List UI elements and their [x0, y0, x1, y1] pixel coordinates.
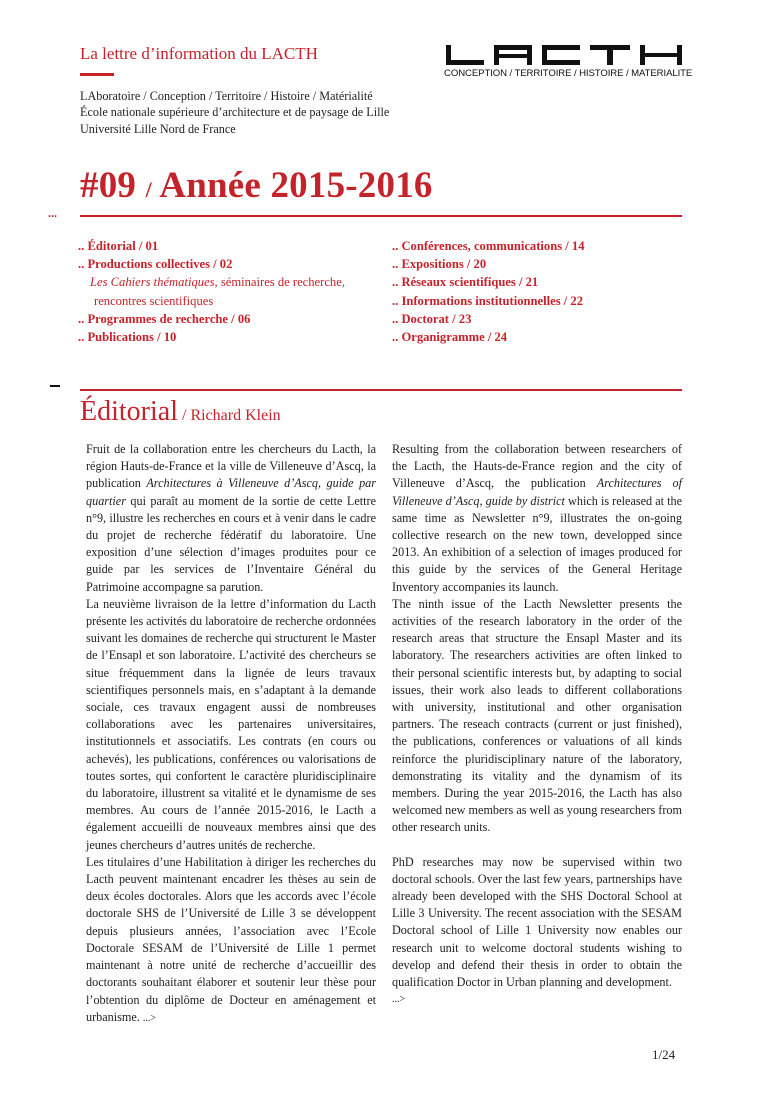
kicker-underline	[80, 73, 114, 76]
continue-link[interactable]: ...>	[142, 1012, 157, 1024]
section-rule	[80, 389, 682, 391]
toc-subitem-rest: , séminaires de recherche,	[214, 275, 345, 290]
paragraph	[392, 441, 682, 596]
toc-item-reseaux[interactable]: .. Réseaux scientifiques / 21	[392, 275, 539, 290]
text-run: Resulting from the collaboration between researchers of the Lacth, the Hauts-de-France region and the city of Villeneuve d’Ascq, the publication	[392, 442, 682, 491]
toc-item-conferences[interactable]: .. Conférences, communications / 14	[392, 239, 585, 253]
toc-subitem-cahiers	[78, 273, 388, 291]
editorial-separator: /	[181, 407, 187, 424]
issue-title	[80, 164, 433, 207]
editorial-column-french	[86, 441, 376, 1027]
toc-item-editorial[interactable]: .. Éditorial / 01	[78, 239, 159, 253]
publication-title: Architectures of Villeneuve d’Ascq, guide by district	[392, 476, 682, 508]
issue-number: #09	[80, 165, 137, 206]
text-run: which is released at the same time as Newsletter n°9, illustrates the on-going collective research on the new town, developped since 2013. An exhibition of a selection of images produced for this guide by the services of the General Heritage Inventory accompanies its launch.	[392, 493, 682, 594]
text-run: Les titulaires d’une Habilitation à diriger les recherches du Lacth peuvent maintenant encadrer les thèses au sein de deux écoles doctorales. Alors que les accords avec l’école doctorale SHS de l’Université de Lille 3 se développent depuis plusieurs années, l’association avec l’Ecole Doctorale SESAM de l’Université de Lille 1 permet maintenant à notre unité de recherche d’accueillir des doctorants souhaitant élaborer et soutenir leur thèse pour l’obtention du diplôme de Docteur en aménagement et urbanisme.	[86, 854, 376, 1024]
lab-line: LAboratoire / Conception / Territoire / Histoire / Matérialité	[80, 89, 373, 103]
continue-link[interactable]: ...>	[392, 994, 406, 1006]
toc-item-organigramme[interactable]: .. Organigramme / 24	[392, 330, 508, 345]
paragraph-gap	[392, 837, 682, 854]
toc-item-informations[interactable]: .. Informations institutionnelles / 22	[392, 293, 584, 308]
logo-tagline: CONCEPTION / TERRITOIRE / HISTOIRE / MATERIALITE	[444, 68, 693, 79]
toc-right-column	[392, 237, 682, 346]
text-run: qui paraît au moment de la sortie de cette Lettre n°9, illustre les recherches en cours et à venir dans le cadre du projet de recherche fédératif du laboratoire. Une exposition d’une sélection d’images produites pour ce guide par les services de l’Inventaire Général du Patrimoine accompagne sa parution.	[86, 493, 376, 594]
paragraph: La neuvième livraison de la lettre d’information du Lacth présente les activités du laboratoire de recherche ordonnées suivant les domaines de recherche qui structurent le Master de l’Ensapl et son laboratoire. L’activité des chercheurs se situe fréquemment dans la lignée de leurs travaux scientifiques personnels mais, en s’adaptant à la demande sociale, ces travaux engagent aussi de nombreuses collaborations avec les partenaires universitaires, institutionnels et associatifs. Les contrats (en cours ou achevés), les publications, conférences ou valorisations de toutes sortes, qui confortent le caractère pluridisciplinaire du laboratoire, illustrent sa vitalité et le dynamisme de ses membres. Au cours de l’année 2015-2016, le Lacth a également accueilli de nouveaux membres ainsi que des jeunes chercheurs d’autres unités de recherche.	[86, 596, 376, 852]
newsletter-kicker: La lettre d’information du LACTH	[80, 44, 318, 63]
toc-left-column	[78, 237, 388, 346]
lab-affiliation	[80, 88, 389, 137]
toc-item-expositions[interactable]: .. Expositions / 20	[392, 257, 487, 272]
margin-dots: ...	[48, 206, 57, 220]
lacth-logo-mark	[444, 44, 684, 66]
lab-line: Université Lille Nord de France	[80, 121, 236, 136]
toc-item-publications[interactable]: .. Publications / 10	[78, 330, 177, 345]
lacth-logo	[444, 44, 693, 79]
paragraph	[86, 854, 376, 1027]
margin-dash	[50, 385, 60, 387]
issue-separator: /	[145, 177, 152, 202]
title-rule	[80, 215, 682, 217]
paragraph	[86, 441, 376, 596]
editorial-title: Éditorial	[80, 396, 178, 427]
publication-title: Architectures à Villeneuve d’Ascq, guide par quartier	[86, 476, 377, 508]
editorial-heading	[80, 396, 281, 428]
toc-item-programmes[interactable]: .. Programmes de recherche / 06	[78, 311, 251, 326]
text-run: Fruit de la collaboration entre les chercheurs du Lacth, la région Hauts-de-France et la ville de Villeneuve d’Ascq, la publication	[86, 442, 376, 491]
paragraph: The ninth issue of the Lacth Newsletter presents the activities of the research laboratory in the order of the research areas that structure the Ensapl Master and its laboratory. The researchers activities are often linked to their personal scientific interests but, by adapting to social issues, their work also leads to different collaborations with university, institutional and other organisation partners. The reseach contracts (current or just finished), the publications, conferences or valuations of all kinds reinforce the pluridisciplinary nature of the laboratory, demonstrating its vitality and the dynamism of its members. During the year 2015-2016, the Lacth has also welcomed new members as well as young researchers from other research units.	[392, 596, 682, 835]
page-number: 1/24	[652, 1047, 676, 1062]
paragraph: PhD researches may now be supervised within two doctoral schools. Over the last few years, partnerships have already been developed with the SHS Doctoral School at Lille 3 University. The recent association with the SESAM Doctoral school of Lille 1 University now enables our research unit to welcome doctoral students wishing to develop and defend their thesis in order to obtain the qualification Doctor in Urban planning and development.	[392, 854, 682, 990]
editorial-column-english	[392, 441, 682, 1009]
toc-subitem-line2: rencontres scientifiques	[94, 293, 214, 308]
toc-subitem-italic: Les Cahiers thématiques	[90, 275, 215, 290]
toc-item-productions[interactable]: .. Productions collectives / 02	[78, 257, 233, 272]
lab-line: École nationale supérieure d’architecture et de paysage de Lille	[80, 105, 390, 120]
toc-item-doctorat[interactable]: .. Doctorat / 23	[392, 311, 472, 326]
editorial-author: Richard Klein	[190, 407, 281, 424]
issue-year: Année 2015-2016	[159, 165, 433, 206]
